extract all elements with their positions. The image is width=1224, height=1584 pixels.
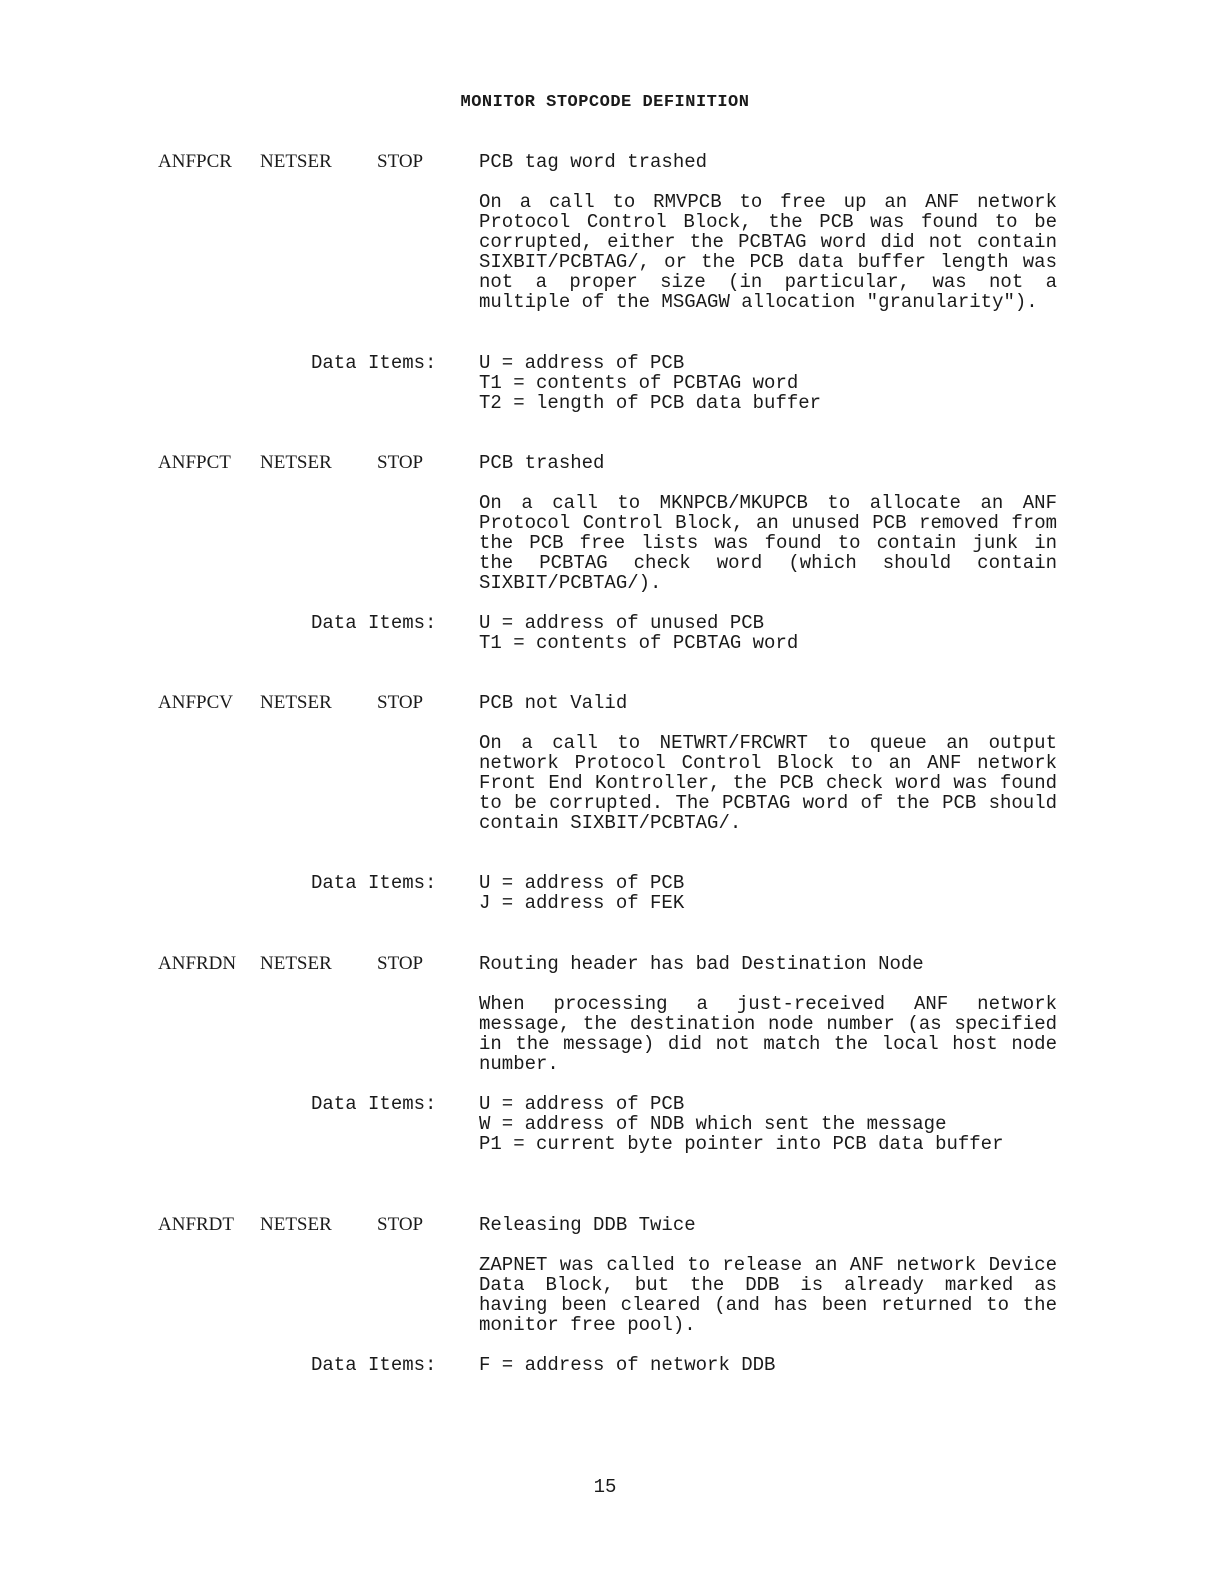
stopcode-summary: PCB not Valid bbox=[479, 692, 628, 714]
stopcode-name: ANFRDN bbox=[158, 953, 237, 974]
data-items-label: Data Items: bbox=[311, 1093, 437, 1115]
stopcode-module: NETSER bbox=[260, 151, 332, 172]
data-items-list bbox=[479, 613, 1057, 653]
data-items-label: Data Items: bbox=[311, 1354, 437, 1376]
page-title: MONITOR STOPCODE DEFINITION bbox=[460, 93, 750, 112]
data-items-list bbox=[479, 353, 1057, 413]
stopcode-summary: PCB tag word trashed bbox=[479, 151, 708, 173]
data-item: U = address of unused PCB bbox=[479, 612, 765, 634]
stopcode-type: STOP bbox=[377, 692, 424, 713]
stopcode-module: NETSER bbox=[260, 452, 332, 473]
stopcode-type: STOP bbox=[377, 151, 424, 172]
data-item: P1 = current byte pointer into PCB data buffer bbox=[479, 1133, 1004, 1155]
data-item: T1 = contents of PCBTAG word bbox=[479, 632, 799, 654]
data-item: U = address of PCB bbox=[479, 1093, 685, 1115]
data-items-label: Data Items: bbox=[311, 872, 437, 894]
stopcode-name: ANFPCV bbox=[158, 692, 233, 713]
stopcode-summary: Releasing DDB Twice bbox=[479, 1214, 696, 1236]
data-item: U = address of PCB bbox=[479, 352, 685, 374]
stopcode-type: STOP bbox=[377, 1214, 424, 1235]
stopcode-description: When processing a just-received ANF network message, the destination node number (as specified in the message) did not match the local host node number. bbox=[479, 993, 1057, 1075]
data-items-list bbox=[479, 1094, 1057, 1154]
data-items-list bbox=[479, 1355, 1057, 1375]
stopcode-description: On a call to RMVPCB to free up an ANF network Protocol Control Block, the PCB was found to be corrupted, either the PCBTAG word did not contain SIXBIT/PCBTAG/, or the PCB data buffer length was not a proper size (in particular, was not a multiple of the MSGAGW allocation "granularity"). bbox=[479, 191, 1057, 313]
stopcode-module: NETSER bbox=[260, 1214, 332, 1235]
stopcode-module: NETSER bbox=[260, 953, 332, 974]
data-item: F = address of network DDB bbox=[479, 1354, 776, 1376]
page-number: 15 bbox=[593, 1476, 617, 1498]
data-items-list bbox=[479, 873, 1057, 913]
stopcode-type: STOP bbox=[377, 953, 424, 974]
stopcode-name: ANFRDT bbox=[158, 1214, 235, 1235]
data-items-label: Data Items: bbox=[311, 612, 437, 634]
stopcode-module: NETSER bbox=[260, 692, 332, 713]
stopcode-type: STOP bbox=[377, 452, 424, 473]
data-item: T2 = length of PCB data buffer bbox=[479, 392, 822, 414]
stopcode-description: On a call to NETWRT/FRCWRT to queue an output network Protocol Control Block to an ANF network Front End Kontroller, the PCB check word was found to be corrupted. The PCBTAG word of the PCB should contain SIXBIT/PCBTAG/. bbox=[479, 732, 1057, 834]
stopcode-summary: PCB trashed bbox=[479, 452, 605, 474]
stopcode-summary: Routing header has bad Destination Node bbox=[479, 953, 924, 975]
stopcode-name: ANFPCR bbox=[158, 151, 232, 172]
data-item: U = address of PCB bbox=[479, 872, 685, 894]
data-items-label: Data Items: bbox=[311, 352, 437, 374]
data-item: T1 = contents of PCBTAG word bbox=[479, 372, 799, 394]
stopcode-description: On a call to MKNPCB/MKUPCB to allocate an ANF Protocol Control Block, an unused PCB removed from the PCB free lists was found to contain junk in the PCBTAG check word (which should contain SIXBIT/PCBTAG/). bbox=[479, 492, 1057, 594]
stopcode-description: ZAPNET was called to release an ANF network Device Data Block, but the DDB is already marked as having been cleared (and has been returned to the monitor free pool). bbox=[479, 1254, 1057, 1336]
stopcode-name: ANFPCT bbox=[158, 452, 231, 473]
data-item: W = address of NDB which sent the message bbox=[479, 1113, 947, 1135]
data-item: J = address of FEK bbox=[479, 892, 685, 914]
